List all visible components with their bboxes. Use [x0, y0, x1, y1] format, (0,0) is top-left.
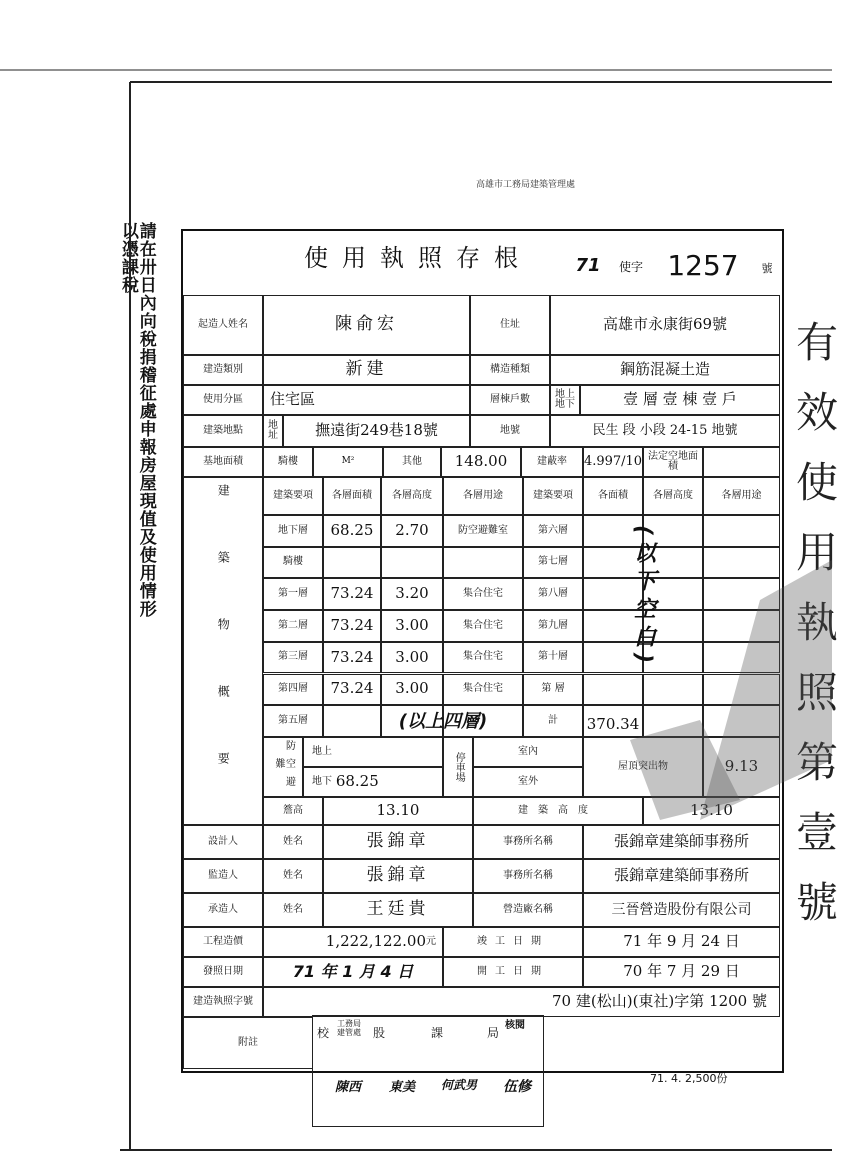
shelter-below-label: 地下 — [312, 775, 332, 787]
floor-row-6-col-4: 集合住宅 — [443, 674, 523, 706]
supervisor-role: 監造人 — [183, 859, 263, 893]
floor-row-5-col-4: 集合住宅 — [443, 642, 523, 674]
col-header-2: 各層面積 — [323, 477, 381, 515]
construction-type-label: 建造類別 — [183, 355, 263, 385]
seal-label-2: 股 — [373, 1026, 386, 1040]
side-text: 有效使用執照第壹號 — [790, 320, 839, 950]
floor-row-5-col-2: 73.24 — [323, 642, 381, 674]
structure-label: 構造種類 — [470, 355, 550, 385]
contractor-firm: 三晉營造股份有限公司 — [583, 893, 780, 927]
parking-in: 室內 — [473, 737, 583, 767]
floor-row-1-col-5: 第六層 — [523, 515, 583, 547]
ratio-label: 建蔽率 — [521, 447, 583, 477]
col-header-1: 建築要項 — [263, 477, 323, 515]
eave-value: 13.10 — [323, 797, 473, 825]
print-note: 71. 4. 2,500份 — [650, 1072, 728, 1085]
address-label: 住址 — [470, 295, 550, 355]
shelter-above: 地上 — [303, 737, 443, 767]
courtyard-label: 騎樓 — [263, 447, 313, 477]
seal-prefix: 工務局建管處 — [337, 1019, 361, 1037]
designer-firm: 張錦章建築師事務所 — [583, 825, 780, 859]
floor-row-3-col-3: 3.20 — [381, 578, 443, 610]
seal-label-3: 課 — [431, 1026, 444, 1040]
col-header-5: 建築要項 — [523, 477, 583, 515]
floors-count: 壹 層 壹 棟 壹 戶 — [580, 385, 780, 415]
building-summary-label: 建築物概要 — [183, 477, 263, 825]
floor-row-2-col-1: 騎樓 — [263, 547, 323, 579]
designer-name-label: 姓名 — [263, 825, 323, 859]
structure-type: 鋼筋混凝土造 — [550, 355, 780, 385]
shelter-label: 防空避難 — [263, 737, 303, 797]
legal-area-label: 法定空地面積 — [643, 447, 703, 477]
floor-row-5-col-1: 第三層 — [263, 642, 323, 674]
floor-row-1-col-4: 防空避難室 — [443, 515, 523, 547]
form-title: 使用執照存根 — [304, 244, 532, 273]
floor-row-6-col-2: 73.24 — [323, 674, 381, 706]
floors-label: 層棟戶數 — [470, 385, 550, 415]
floor-row-5-col-5: 第十層 — [523, 642, 583, 674]
contractor-name: 王廷貴 — [323, 893, 473, 927]
seal-name-3: 何武男 — [441, 1078, 478, 1092]
col-header-3: 各層高度 — [381, 477, 443, 515]
courtyard-value: M² — [313, 447, 383, 477]
roof-value: 9.13 — [703, 737, 780, 797]
construction-type: 新建 — [263, 355, 470, 385]
finish-date-label: 竣工日期 — [443, 927, 583, 957]
floor-row-3-col-2: 73.24 — [323, 578, 381, 610]
floor-row-3-col-1: 第一層 — [263, 578, 323, 610]
issue-date: 71 年 1 月 4 日 — [263, 957, 443, 987]
building-height-label: 建築高度 — [473, 797, 643, 825]
permit-suffix: 號 — [761, 262, 773, 276]
eave-label: 簷高 — [263, 797, 323, 825]
floor-row-7-col-5: 計 — [523, 705, 583, 737]
floor-row-1-col-1: 地下層 — [263, 515, 323, 547]
col-header-8: 各層用途 — [703, 477, 780, 515]
total-area: 370.34 — [586, 715, 640, 734]
floor-row-3-col-4: 集合住宅 — [443, 578, 523, 610]
floor-row-1-col-3: 2.70 — [381, 515, 443, 547]
use-zone: 住宅區 — [263, 385, 470, 415]
col-header-7: 各層高度 — [643, 477, 703, 515]
lot-label: 地號 — [470, 415, 550, 447]
applicant-name: 陳俞宏 — [263, 295, 470, 355]
permit-ref: 70 建(松山)(東社)字第 1200 號 — [263, 987, 780, 1017]
seal-name-1: 陳西 — [335, 1080, 362, 1095]
seal-extra: 核閱 — [505, 1020, 525, 1031]
designer-role: 設計人 — [183, 825, 263, 859]
col-header-6: 各面積 — [583, 477, 643, 515]
col-header-4: 各層用途 — [443, 477, 523, 515]
start-date: 70 年 7 月 29 日 — [583, 957, 780, 987]
office-stamp: 高雄市工務局建築管理處 — [476, 180, 576, 190]
supervisor-name-label: 姓名 — [263, 859, 323, 893]
blank-note-right: (以下空白) — [630, 524, 656, 670]
cost-unit: 元 — [426, 935, 436, 947]
contractor-firm-label: 營造廠名稱 — [473, 893, 583, 927]
finish-date: 71 年 9 月 24 日 — [583, 927, 780, 957]
designer-name: 張錦章 — [323, 825, 473, 859]
area-label: 基地面積 — [183, 447, 263, 477]
permit-year: 71 — [575, 254, 601, 276]
note-label: 附註 — [183, 1017, 313, 1069]
floor-row-4-col-1: 第二層 — [263, 610, 323, 642]
floor-row-7-col-1: 第五層 — [263, 705, 323, 737]
floor-row-1-col-2: 68.25 — [323, 515, 381, 547]
building-height-value: 13.10 — [643, 797, 780, 825]
seal-name-2: 東美 — [389, 1080, 416, 1095]
seal-name-4: 伍修 — [503, 1079, 531, 1095]
floor-row-6-col-3: 3.00 — [381, 674, 443, 706]
permit-ref-label: 建造執照字號 — [183, 987, 263, 1017]
floor-row-4-col-2: 73.24 — [323, 610, 381, 642]
roof-label: 屋頂突出物 — [583, 737, 703, 797]
parking-out: 室外 — [473, 767, 583, 797]
site-address: 撫遠街249巷18號 — [283, 415, 470, 447]
floor-row-6-col-5: 第 層 — [523, 674, 583, 706]
applicant-address: 高雄市永康街69號 — [550, 295, 780, 355]
supervisor-name: 張錦章 — [323, 859, 473, 893]
parking-label: 停車場 — [443, 737, 473, 797]
other-area-label: 其他 — [383, 447, 441, 477]
cost-label: 工程造價 — [183, 927, 263, 957]
cost-value: 1,222,122.00 — [325, 932, 426, 951]
floor-row-5-col-3: 3.00 — [381, 642, 443, 674]
seal-label-1: 校 — [317, 1026, 330, 1040]
floor-row-4-col-3: 3.00 — [381, 610, 443, 642]
other-area-value: 148.00 — [441, 447, 521, 477]
ratio-value: 4.997/10 — [583, 447, 643, 477]
floors-prefix: 地上 地下 — [550, 385, 580, 415]
supervisor-firm: 張錦章建築師事務所 — [583, 859, 780, 893]
floor-row-3-col-5: 第八層 — [523, 578, 583, 610]
floor-row-6-col-1: 第四層 — [263, 674, 323, 706]
lot-number: 民生 段 小段 24-15 地號 — [550, 415, 780, 447]
zone-label: 使用分區 — [183, 385, 263, 415]
contractor-role: 承造人 — [183, 893, 263, 927]
applicant-label: 起造人姓名 — [183, 295, 263, 355]
floor-row-2-col-5: 第七層 — [523, 547, 583, 579]
site-addr-prefix: 地址 — [263, 415, 283, 447]
permit-char: 使字 — [618, 259, 643, 274]
issue-date-label: 發照日期 — [183, 957, 263, 987]
site-label: 建築地點 — [183, 415, 263, 447]
start-date-label: 開工日期 — [443, 957, 583, 987]
designer-firm-label: 事務所名稱 — [473, 825, 583, 859]
permit-number: 1257 — [667, 249, 739, 283]
blank-note-mid: (以上四層) — [398, 710, 488, 732]
contractor-name-label: 姓名 — [263, 893, 323, 927]
seal-label-4: 局 — [487, 1026, 500, 1040]
supervisor-firm-label: 事務所名稱 — [473, 859, 583, 893]
floor-row-4-col-4: 集合住宅 — [443, 610, 523, 642]
floor-row-4-col-5: 第九層 — [523, 610, 583, 642]
shelter-below-value: 68.25 — [335, 772, 379, 791]
margin-note: 請在卅日內向稅捐稽征處申報房屋現值及使用情形以憑課稅 — [117, 222, 156, 618]
